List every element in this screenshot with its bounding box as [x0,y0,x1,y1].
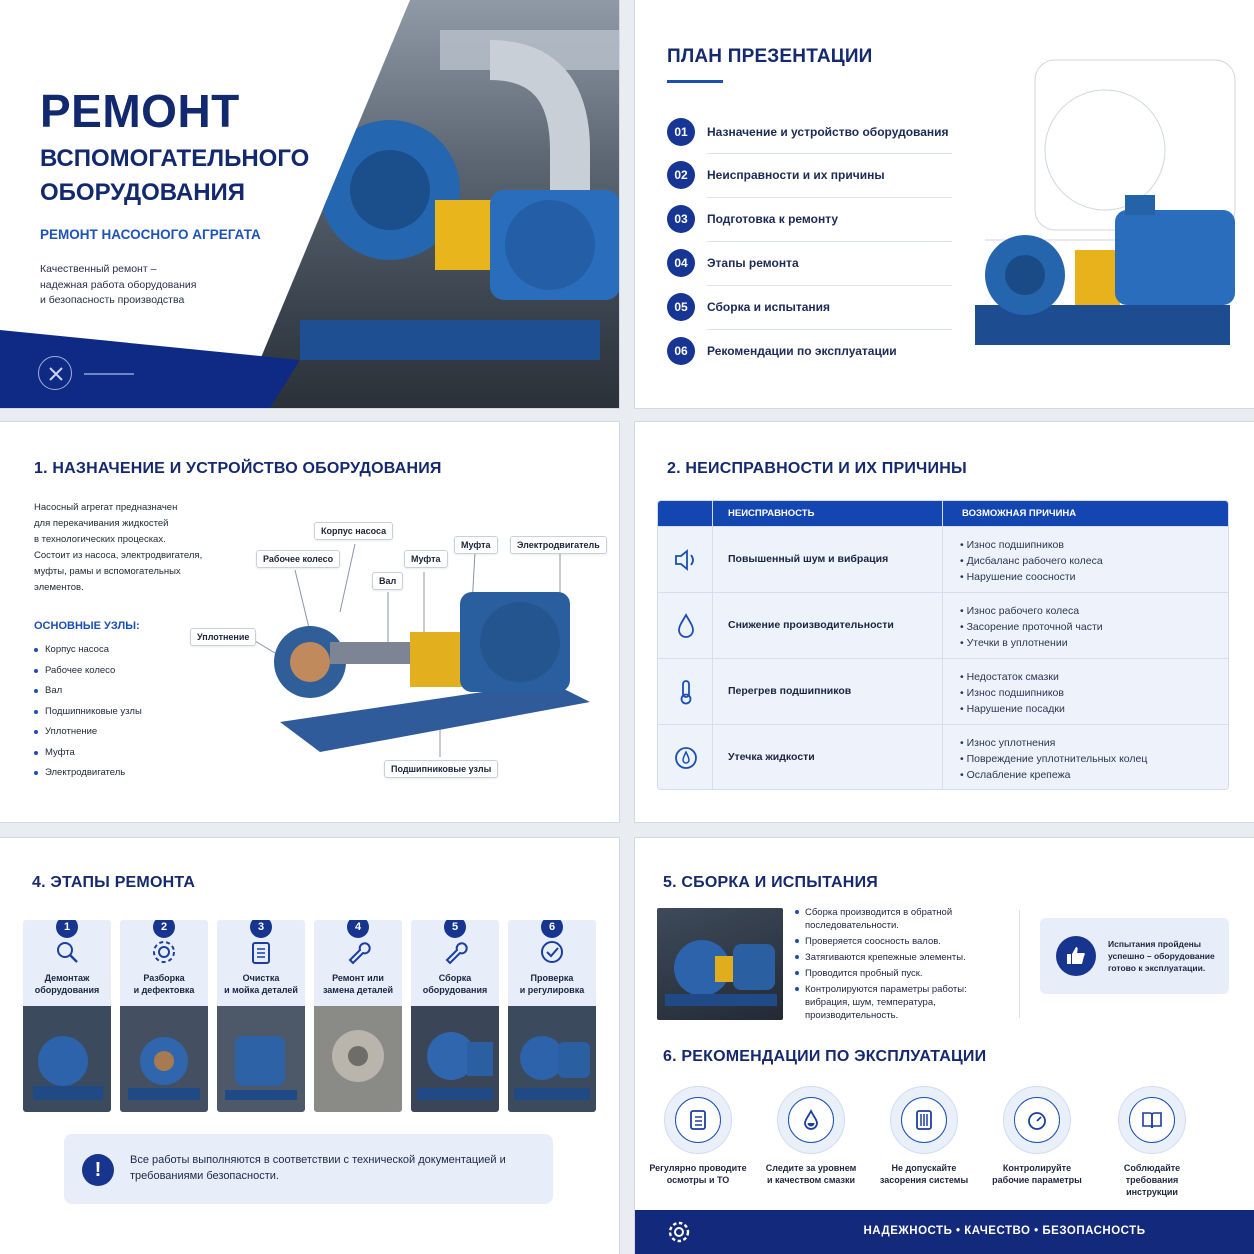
node-label: Муфта [45,747,75,758]
intro-line: в технологических процесках. [34,534,166,545]
rec-item [985,1086,1089,1186]
node-label: Корпус насоса [45,644,109,655]
step-label: Разборка и дефектовка [133,973,195,995]
magnifier-icon [53,938,81,966]
pump-diagram [190,522,610,792]
step-photo [314,1006,402,1112]
filter-icon [901,1097,947,1143]
plan-label: Неисправности и их причины [707,168,885,182]
rec-circle [890,1086,958,1154]
table-row [658,658,1229,724]
list-item: Контролируются параметры работы: вибрация, шум, температура, производительность. [795,983,1011,1022]
plan-num: 02 [667,161,695,189]
rec-item [872,1086,976,1186]
step-card[interactable] [411,920,499,1112]
clipboard-icon [247,938,275,966]
assembly-photo [657,908,783,1020]
divider [1019,910,1020,1018]
divider [707,197,952,198]
list-item: Затягиваются крепежные элементы. [795,951,1011,964]
rec-label: Контролируйте рабочие параметры [992,1163,1082,1185]
fault-label: Повышенный шум и вибрация [728,553,889,565]
list-item [34,706,142,717]
cause-item: • Износ подшипников [960,537,1103,553]
thermometer-icon [672,678,700,706]
intro-line: для перекачивания жидкостей [34,518,169,529]
slide-repair-stages[interactable] [0,838,619,1254]
step-photo [508,1006,596,1112]
section-title: 2. НЕИСПРАВНОСТИ И ИХ ПРИЧИНЫ [667,460,967,477]
cause-item: • Недостаток смазки [960,669,1065,685]
rec-circle [1003,1086,1071,1154]
plan-title: ПЛАН ПРЕЗЕНТАЦИИ [667,46,873,67]
title-line3: ОБОРУДОВАНИЯ [40,179,246,206]
causes-list [960,669,1065,717]
info-note [64,1134,553,1204]
exclamation-icon: ! [82,1154,114,1186]
plan-num: 01 [667,118,695,146]
rec-item [1100,1086,1204,1198]
bullet-dot [34,689,38,693]
gear-icon [150,938,178,966]
cause-item: • Нарушение соосности [960,569,1103,585]
list-item [34,685,62,696]
bullet-dot [34,751,38,755]
step-label: Ремонт или замена деталей [322,973,394,995]
rec-circle [664,1086,732,1154]
leak-icon [672,744,700,772]
plan-num: 03 [667,205,695,233]
title-line1: РЕМОНТ [40,85,240,137]
step-photo [120,1006,208,1112]
list-item [34,747,75,758]
step-card[interactable] [508,920,596,1112]
step-num: 5 [444,920,466,938]
intro-line: элементов. [34,582,84,593]
checklist-icon [675,1097,721,1143]
table-row [658,526,1229,592]
list-item [34,726,97,737]
plan-item[interactable] [667,159,952,191]
causes-list [960,537,1103,585]
step-num: 3 [250,920,272,938]
intro-line: Насосный агрегат предназначен [34,502,178,513]
causes-list [960,603,1103,651]
step-card[interactable] [217,920,305,1112]
pump-illustration [965,40,1250,380]
cause-item: • Повреждение уплотнительных колец [960,751,1147,767]
step-photo [23,1006,111,1112]
footer-slogan: НАДЕЖНОСТЬ • КАЧЕСТВО • БЕЗОПАСНОСТЬ [863,1225,1146,1237]
gauge-icon [1014,1097,1060,1143]
step-card[interactable] [23,920,111,1112]
plan-label: Назначение и устройство оборудования [707,125,949,139]
plan-item[interactable] [667,116,952,148]
rec-label: Регулярно проводите осмотры и ТО [649,1163,747,1185]
step-photo [411,1006,499,1112]
plan-num: 04 [667,249,695,277]
step-num: 6 [541,920,563,938]
callout-seal: Уплотнение [190,628,256,646]
plan-label: Сборка и испытания [707,300,831,314]
cause-item: • Нарушение посадки [960,701,1065,717]
section-title-assembly: 5. СБОРКА И ИСПЫТАНИЯ [663,874,878,891]
divider [707,153,952,154]
slide-plan[interactable] [635,0,1254,408]
title-line2-3 [40,142,309,210]
plan-num: 06 [667,337,695,365]
rec-item [646,1086,750,1186]
cause-item: • Утечки в уплотнении [960,635,1103,651]
callout-impeller: Рабочее колесо [256,550,340,568]
col-cause: ВОЗМОЖНАЯ ПРИЧИНА [962,508,1077,519]
slide-faults[interactable] [635,422,1254,822]
table-row [658,724,1229,790]
oil-drop-icon [788,1097,834,1143]
divider [707,241,952,242]
callout-motor: Электродвигатель [510,536,607,554]
desc-line: надежная работа оборудования [40,278,197,291]
fault-label: Перегрев подшипников [728,685,852,697]
book-icon [1129,1097,1175,1143]
list-item [34,665,115,676]
node-label: Подшипниковые узлы [45,706,142,717]
rec-label: Следите за уровнем и качеством смазки [765,1163,857,1185]
wrench-icon [441,938,469,966]
callout-coupling-1: Муфта [404,550,448,568]
bullet-dot [34,669,38,673]
plan-label: Подготовка к ремонту [707,212,839,226]
intro-line: Состоит из насоса, электродвигателя, [34,550,203,561]
slide-title[interactable] [0,0,619,408]
plan-item[interactable] [667,203,952,235]
note-text: Все работы выполняются в соответствии с технической документацией и требованиями безопасности. [130,1154,506,1182]
cause-item: • Дисбаланс рабочего колеса [960,553,1103,569]
list-item: Сборка производится в обратной последовательности. [795,906,1011,932]
callout-coupling-2: Муфта [454,536,498,554]
list-item [34,767,125,778]
thumbs-up-icon [1056,936,1096,976]
rec-circle [777,1086,845,1154]
rec-item [759,1086,863,1186]
tools-icon [38,356,72,390]
step-card[interactable] [120,920,208,1112]
step-photo [217,1006,305,1112]
section-title-recs: 6. РЕКОМЕНДАЦИИ ПО ЭКСПЛУАТАЦИИ [663,1048,987,1065]
step-num: 2 [153,920,175,938]
node-label: Вал [45,685,63,696]
title-underline [667,80,723,83]
rec-label: Не допускайте засорения системы [879,1163,969,1185]
plan-num: 05 [667,293,695,321]
description [40,262,240,309]
subtitle: РЕМОНТ НАСОСНОГО АГРЕГАТА [40,227,261,242]
callout-housing: Корпус насоса [314,522,393,540]
plan-label: Этапы ремонта [707,256,799,270]
desc-line: Качественный ремонт – [40,263,157,275]
plan-item[interactable] [667,335,952,367]
cause-item: • Износ подшипников [960,685,1065,701]
section-title: 4. ЭТАПЫ РЕМОНТА [32,874,196,891]
slide-assembly[interactable] [635,838,1254,1254]
check-circle-icon [538,938,566,966]
divider [707,329,952,330]
step-label: Очистка и мойка деталей [224,973,298,995]
causes-list [960,735,1147,783]
title-line2: ВСПОМОГАТЕЛЬНОГО [40,145,310,172]
list-item: Проверяется соосность валов. [795,935,1011,948]
plan-item[interactable] [667,291,952,323]
assembly-list [795,906,1011,1025]
plan-label: Рекомендации по эксплуатации [707,344,897,358]
wrench-icon [344,938,372,966]
callout-shaft: Вал [372,572,403,590]
faults-table [657,500,1229,790]
intro-line: муфты, рамы и вспомогательных [34,566,181,577]
step-card[interactable] [314,920,402,1112]
bullet-dot [34,648,38,652]
cause-item: • Износ уплотнения [960,735,1147,751]
plan-item[interactable] [667,247,952,279]
success-badge [1040,918,1229,994]
list-item [34,644,109,655]
footer-bar [635,1210,1254,1254]
step-num: 4 [347,920,369,938]
bullet-dot [34,710,38,714]
fault-label: Снижение производительности [728,619,894,631]
decor-line [84,373,134,375]
rec-label: Соблюдайте требования инструкции [1123,1163,1181,1197]
list-item: Проводится пробный пуск. [795,967,1011,980]
speaker-icon [672,546,700,574]
divider [707,285,952,286]
section-title: 1. НАЗНАЧЕНИЕ И УСТРОЙСТВО ОБОРУДОВАНИЯ [34,460,442,477]
step-label: Демонтаж оборудования [34,973,100,995]
step-num: 1 [56,920,78,938]
cause-item: • Засорение проточной части [960,619,1103,635]
bullet-dot [34,730,38,734]
rec-circle [1118,1086,1186,1154]
node-label: Уплотнение [45,726,98,737]
nodes-heading: ОСНОВНЫЕ УЗЛЫ: [34,620,140,632]
slide-equipment[interactable] [0,422,619,822]
node-label: Электродвигатель [45,767,126,778]
fault-label: Утечка жидкости [728,751,815,763]
cause-item: • Ослабление крепежа [960,767,1147,783]
callout-bearings: Подшипниковые узлы [384,760,498,778]
drop-icon [672,612,700,640]
badge-text: Испытания пройдены успешно – оборудование готово к эксплуатации. [1108,939,1215,973]
col-fault: НЕИСПРАВНОСТЬ [728,508,815,519]
node-label: Рабочее колесо [45,665,116,676]
table-row [658,592,1229,658]
bullet-dot [34,771,38,775]
table-header [658,501,1229,526]
cause-item: • Износ рабочего колеса [960,603,1103,619]
desc-line: и безопасность производства [40,294,185,306]
step-label: Сборка оборудования [422,973,488,995]
step-label: Проверка и регулировка [519,973,585,995]
